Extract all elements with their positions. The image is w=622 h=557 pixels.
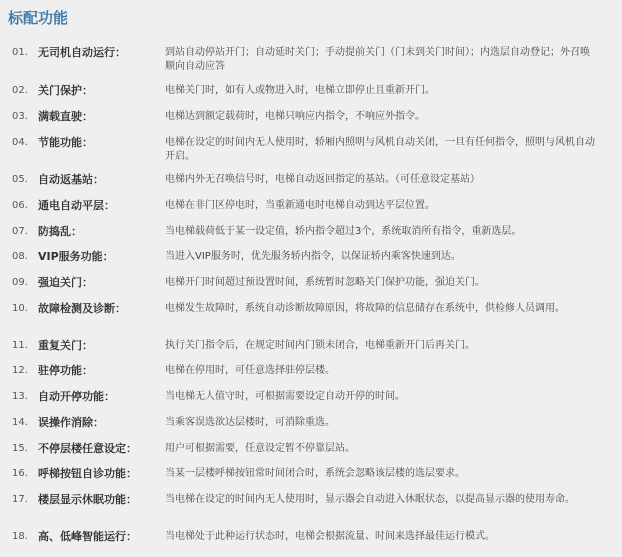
feature-number: 10. [12, 303, 28, 314]
feature-name: 高、低峰智能运行： [38, 530, 137, 543]
feature-description: 当乘客误选欲达层楼时，可消除重选。 [165, 417, 335, 428]
feature-name: 满载直驶： [38, 110, 93, 123]
feature-number: 04. [12, 137, 28, 148]
feature-description: 当进入VIP服务时，优先服务轿内指令，以保证轿内乘客快速到达。 [165, 251, 461, 262]
feature-name: 防捣乱： [38, 225, 82, 238]
feature-number: 06. [12, 200, 28, 211]
feature-number: 01. [12, 47, 28, 58]
feature-number: 14. [12, 417, 28, 428]
feature-number: 17. [12, 494, 28, 505]
feature-description: 当电梯在设定的时间内无人使用时，显示器会自动进入休眠状态，以提高显示器的使用寿命。 [165, 494, 575, 505]
feature-description: 用户可根据需要，任意设定暂不停靠层站。 [165, 443, 355, 454]
feature-description: 执行关门指令后，在规定时间内门锁未闭合，电梯重新开门后再关门。 [165, 340, 475, 351]
feature-number: 09. [12, 277, 28, 288]
feature-number: 03. [12, 111, 28, 122]
feature-description: 当电梯无人值守时，可根据需要设定自动开停的时间。 [165, 391, 405, 402]
feature-description: 电梯在停用时，可任意选择驻停层楼。 [165, 365, 335, 376]
feature-description: 电梯关门时，如有人或物进入时，电梯立即停止且重新开门。 [165, 85, 435, 96]
feature-name: 重复关门： [38, 339, 93, 352]
feature-number: 16. [12, 468, 28, 479]
feature-name: 节能功能： [38, 136, 93, 149]
page-title: 标配功能 [8, 9, 69, 27]
feature-description: 到站自动停站开门；自动延时关门；手动提前关门（门未到关门时间）；内选层自动登记；外召唤顺向自动应答 [165, 47, 590, 72]
feature-number: 12. [12, 365, 28, 376]
feature-description: 当电梯处于此种运行状态时，电梯会根据流量、时间来选择最佳运行模式。 [165, 531, 495, 542]
feature-number: 11. [12, 340, 28, 351]
feature-name: 楼层显示休眠功能： [38, 493, 137, 506]
feature-number: 15. [12, 443, 28, 454]
feature-name: 不停层楼任意设定： [38, 442, 137, 455]
feature-name: 无司机自动运行： [38, 46, 126, 59]
feature-name: 自动返基站： [38, 173, 104, 186]
feature-number: 08. [12, 251, 28, 262]
feature-description: 电梯内外无召唤信号时，电梯自动返回指定的基站。（可任意设定基站） [165, 174, 480, 185]
feature-name: 关门保护： [38, 84, 93, 97]
feature-number: 18. [12, 531, 28, 542]
feature-description: 电梯达到额定载荷时，电梯只响应内指令，不响应外指令。 [165, 111, 425, 122]
feature-number: 07. [12, 226, 28, 237]
feature-name: 通电自动平层： [38, 199, 115, 212]
feature-description: 电梯在设定的时间内无人使用时，轿厢内照明与风机自动关闭，一旦有任何指令，照明与风机自动开启。 [165, 137, 595, 162]
feature-name: 自动开停功能： [38, 390, 115, 403]
feature-description: 电梯发生故障时，系统自动诊断故障原因，将故障的信息储存在系统中，供检修人员调用。 [165, 303, 565, 314]
feature-name: 驻停功能： [38, 364, 93, 377]
feature-name: 呼梯按钮自诊功能： [38, 467, 137, 480]
feature-number: 02. [12, 85, 28, 96]
feature-description: 当电梯载荷低于某一设定值，轿内指令超过3个，系统取消所有指令，重新选层。 [165, 226, 522, 237]
feature-number: 13. [12, 391, 28, 402]
feature-name: 误操作消除： [38, 416, 104, 429]
feature-description: 电梯开门时间超过预设置时间，系统暂时忽略关门保护功能，强迫关门。 [165, 277, 485, 288]
feature-description: 当某一层楼呼梯按钮常时间闭合时，系统会忽略该层楼的选层要求。 [165, 468, 465, 479]
feature-description: 电梯在非门区停电时，当重新通电时电梯自动到达平层位置。 [165, 200, 435, 211]
feature-name: VIP服务功能： [38, 250, 114, 263]
feature-name: 故障检测及诊断： [38, 302, 126, 315]
feature-name: 强迫关门： [38, 276, 93, 289]
feature-number: 05. [12, 174, 28, 185]
